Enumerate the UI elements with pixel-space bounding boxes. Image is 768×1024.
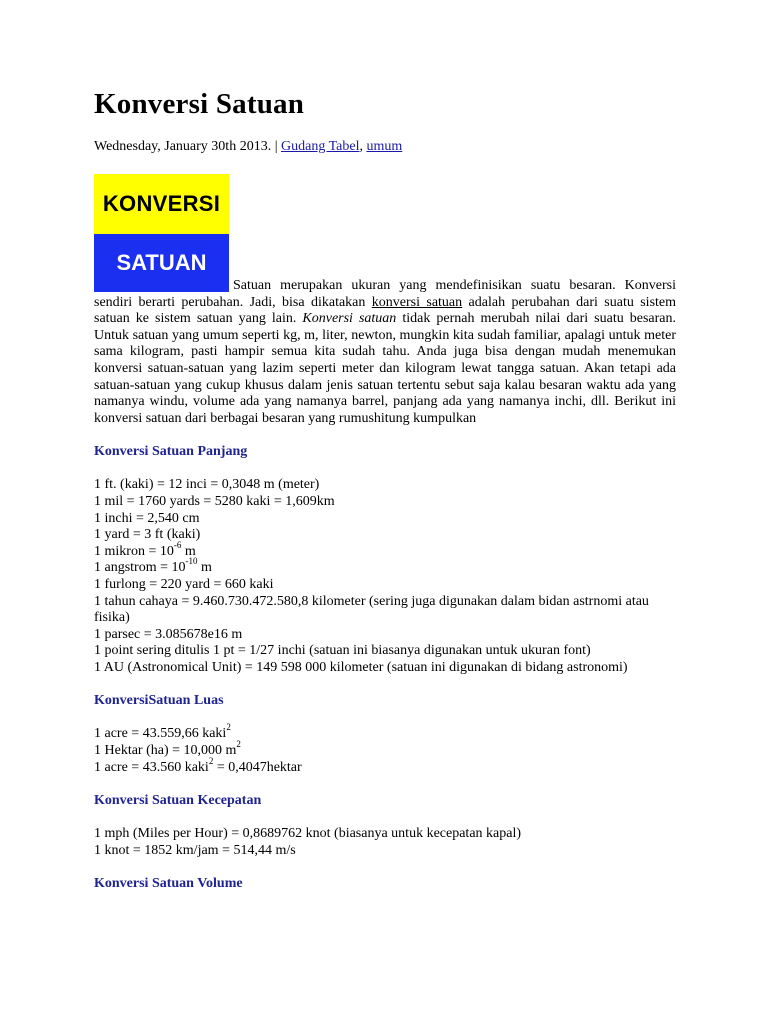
intro-text-3: tidak pernah merubah nilai dari suatu besaran. Untuk satuan yang umum seperti kg, m, liter, newton, mungkin kita sudah familiar, apalagi untuk meter sama kilogram, pasti hampir semua kita sudah tahu. Anda juga bisa dengan mudah menemukan konversi satuan-satuan yang lazim seperti meter dan kilogram lewat tangga satuan. Akan tetapi ada satuan-satuan yang cukup khusus dalam jenis satuan tertentu sebut saja kalau besaran waktu ada yang namanya windu, volume ada yang namanya barrel, panjang ada yang namanya inchi, dll. Berikut ini konversi satuan dari berbagai besaran yang rumushitung kumpulkan xyxy=(94,311,677,426)
list-item-text: 1 angstrom = 10 xyxy=(94,560,186,576)
post-meta xyxy=(94,138,676,156)
category-link-gudang-tabel[interactable]: Gudang Tabel xyxy=(281,139,360,154)
list-kecepatan xyxy=(94,826,676,859)
logo-bottom-band: SATUAN xyxy=(94,234,229,292)
list-item xyxy=(94,739,676,760)
exponent: 2 xyxy=(226,722,231,733)
exponent: 2 xyxy=(208,755,214,766)
list-item-text: 1 Hektar (ha) = 10,000 m xyxy=(94,743,237,759)
intro-block xyxy=(94,174,676,427)
exponent: -6 xyxy=(173,539,182,550)
list-item xyxy=(94,755,676,777)
page-title: Konversi Satuan xyxy=(94,88,305,120)
list-item: 1 point sering ditulis 1 pt = 1/27 inchi (satuan ini biasanya digunakan untuk ukuran font) xyxy=(94,643,591,659)
list-item-text: 1 acre = 43.560 kaki xyxy=(94,759,209,775)
list-item: 1 mil = 1760 yards = 5280 kaki = 1,609km xyxy=(94,493,335,509)
list-item: 1 AU (Astronomical Unit) = 149 598 000 kilometer (satuan ini digunakan di bidang astronomi) xyxy=(94,659,628,675)
post-date: Wednesday, January 30th 2013. xyxy=(94,139,272,154)
konversi-satuan-logo xyxy=(94,174,229,292)
list-item-text: 1 acre = 43.559,66 kaki xyxy=(94,726,227,742)
list-item: 1 yard = 3 ft (kaki) xyxy=(94,527,201,543)
section-title-panjang: Konversi Satuan Panjang xyxy=(94,444,248,460)
list-item: 1 ft. (kaki) = 12 inci = 0,3048 m (meter) xyxy=(94,477,320,493)
list-item: 1 knot = 1852 km/jam = 514,44 m/s xyxy=(94,842,296,858)
konversi-satuan-link[interactable]: konversi satuan xyxy=(371,294,463,310)
category-link-umum[interactable]: umum xyxy=(366,139,403,154)
intro-text-1: Satuan merupakan ukuran yang mendefinisikan suatu besaran. Konversi sendiri berarti perubahan. Jadi, bisa dikatakan xyxy=(94,278,676,310)
list-luas xyxy=(94,722,676,776)
list-panjang xyxy=(94,477,676,676)
section-title-kecepatan: Konversi Satuan Kecepatan xyxy=(94,793,262,809)
article xyxy=(94,86,676,893)
list-item xyxy=(94,722,676,743)
list-item: 1 parsec = 3.085678e16 m xyxy=(94,626,243,642)
list-item: 1 mph (Miles per Hour) = 0,8689762 knot (biasanya untuk kecepatan kapal) xyxy=(94,826,522,842)
list-item xyxy=(94,556,676,577)
logo-top-band: KONVERSI xyxy=(94,174,229,234)
list-item-text: m xyxy=(181,543,196,559)
section-title-volume: Konversi Satuan Volume xyxy=(94,876,243,892)
list-item: 1 furlong = 220 yard = 660 kaki xyxy=(94,576,274,592)
meta-comma: , xyxy=(359,139,367,154)
exponent: -10 xyxy=(185,556,198,567)
list-item-text: m xyxy=(197,560,212,576)
exponent: 2 xyxy=(236,739,241,750)
list-item xyxy=(94,539,676,561)
intro-emphasis: Konversi satuan xyxy=(302,311,397,327)
list-item-text: = 0,4047hektar xyxy=(213,759,302,775)
list-item-text: 1 mikron = 10 xyxy=(94,543,174,559)
list-item: 1 inchi = 2,540 cm xyxy=(94,510,200,526)
meta-separator: | xyxy=(271,139,282,154)
intro-text-2: adalah perubahan dari suatu sistem satuan ke sistem satuan yang lain. xyxy=(94,294,677,327)
section-title-luas: KonversiSatuan Luas xyxy=(94,693,224,709)
list-item: 1 tahun cahaya = 9.460.730.472.580,8 kilometer (sering juga digunakan dalam bidan astrnomi atau fisika) xyxy=(94,593,649,626)
